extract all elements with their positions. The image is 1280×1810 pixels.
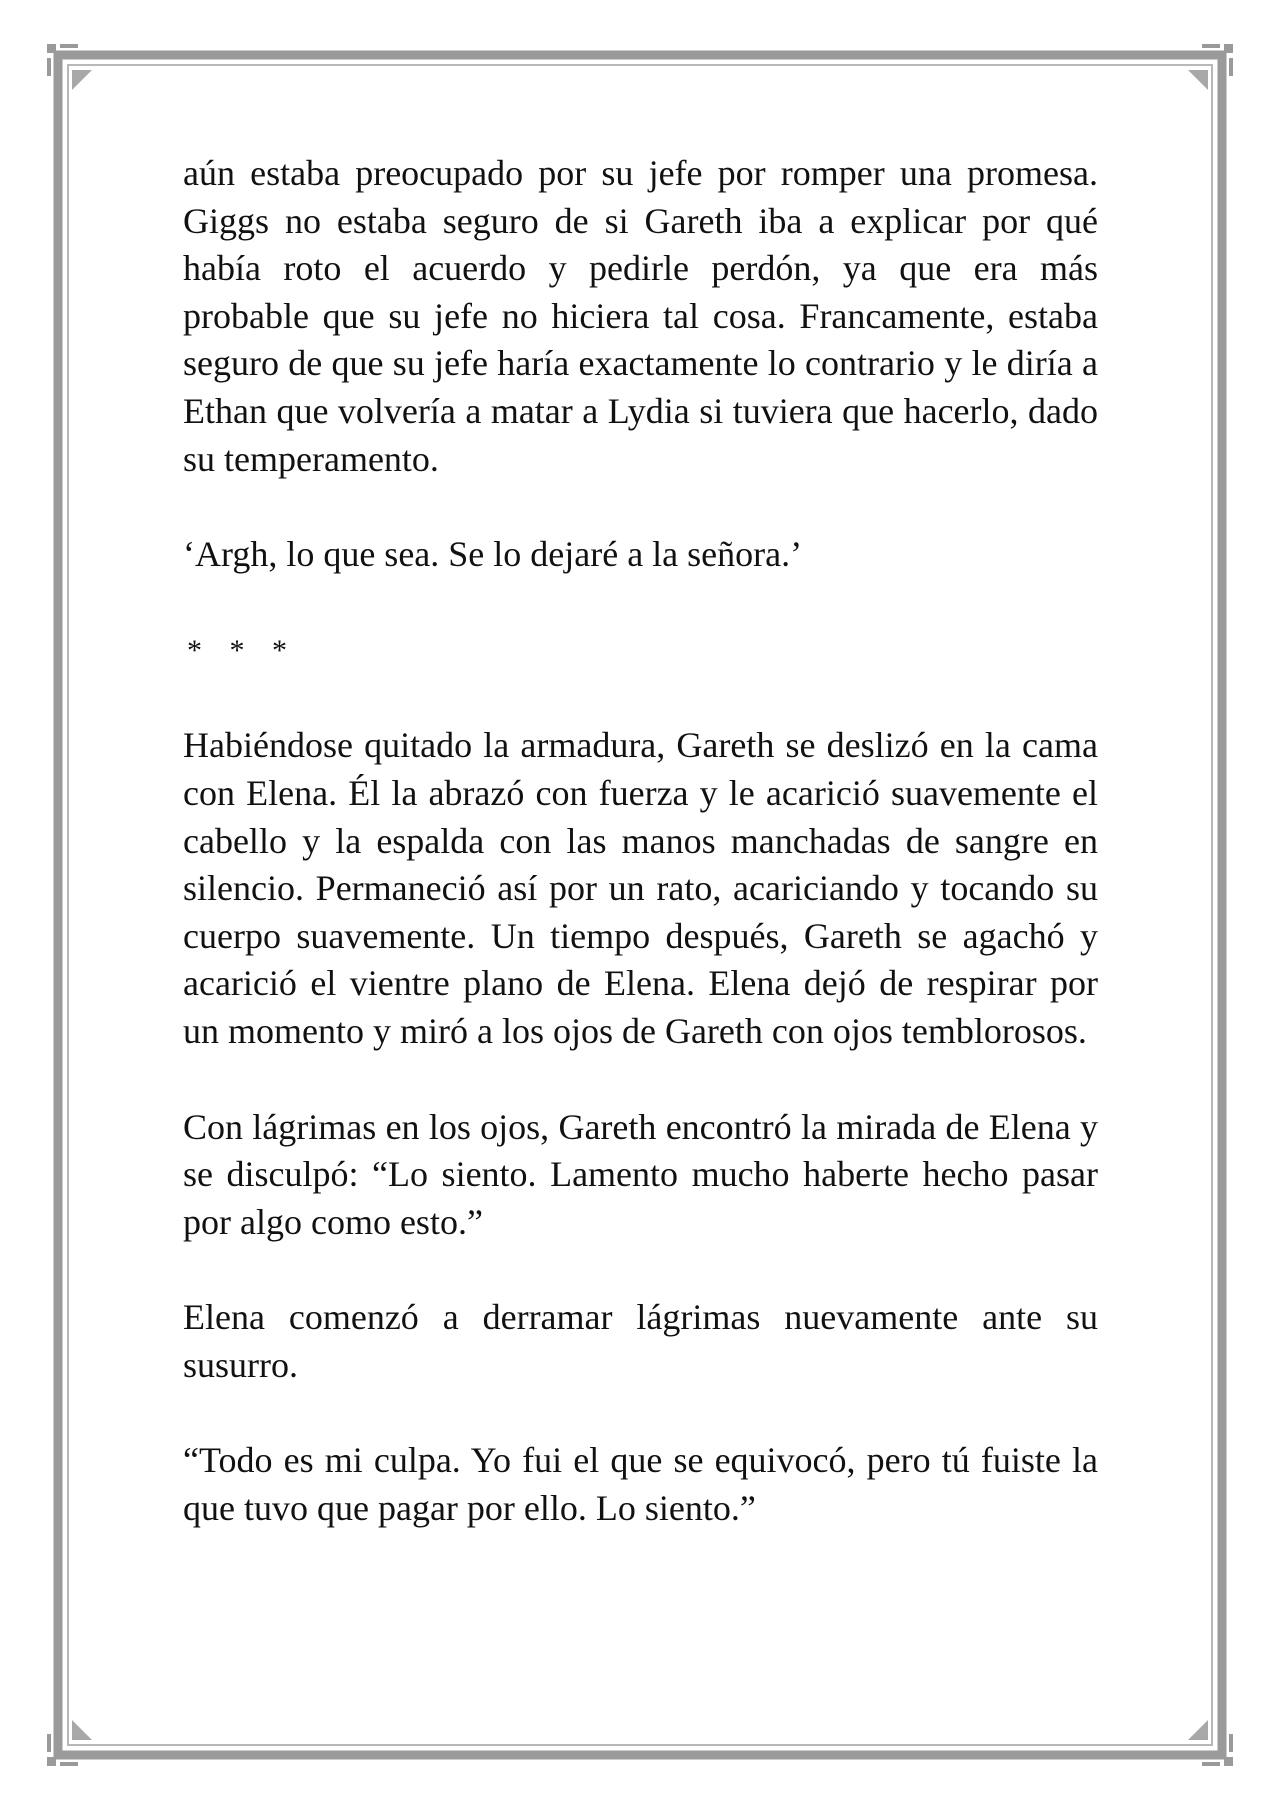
corner-triangle-icon xyxy=(72,70,92,90)
paragraph: ‘Argh, lo que sea. Se lo dejaré a la señora.’ xyxy=(183,534,803,575)
scene-break: * * * xyxy=(187,633,297,667)
corner-triangle-icon xyxy=(72,1720,92,1740)
corner-triangle-icon xyxy=(1188,1720,1208,1740)
paragraph: Con lágrimas en los ojos, Gareth encontró la mirada de Elena y se disculpó: “Lo siento. Lamento mucho haberte hecho pasar por algo como esto.” xyxy=(183,1106,1098,1242)
paragraph: Elena comenzó a derramar lágrimas nuevamente ante su susurro. xyxy=(183,1297,1098,1385)
page-body xyxy=(183,150,1098,1533)
paragraph: aún estaba preocupado por su jefe por romper una promesa. Giggs no estaba seguro de si Gareth iba a explicar por qué había roto el acuerdo y pedirle perdón, ya que era más probable que su jefe no hiciera tal cosa. Francamente, estaba seguro de que su jefe haría exactamente lo contrario y le diría a Ethan que volvería a matar a Lydia si tuviera que hacerlo, dado su temperamento. xyxy=(183,153,1098,479)
corner-triangle-icon xyxy=(1188,70,1208,90)
paragraph: Habiéndose quitado la armadura, Gareth se deslizó en la cama con Elena. Él la abrazó con fuerza y le acarició suavemente el cabello y la espalda con las manos manchadas de sangre en silencio. Permaneció así por un rato, acariciando y tocando su cuerpo suavemente. Un tiempo después, Gareth se agachó y acarició el vientre plano de Elena. Elena dejó de respirar por un momento y miró a los ojos de Gareth con ojos temblorosos. xyxy=(183,725,1098,1051)
paragraph: “Todo es mi culpa. Yo fui el que se equivocó, pero tú fuiste la que tuvo que pagar por ello. Lo siento.” xyxy=(183,1440,1098,1529)
